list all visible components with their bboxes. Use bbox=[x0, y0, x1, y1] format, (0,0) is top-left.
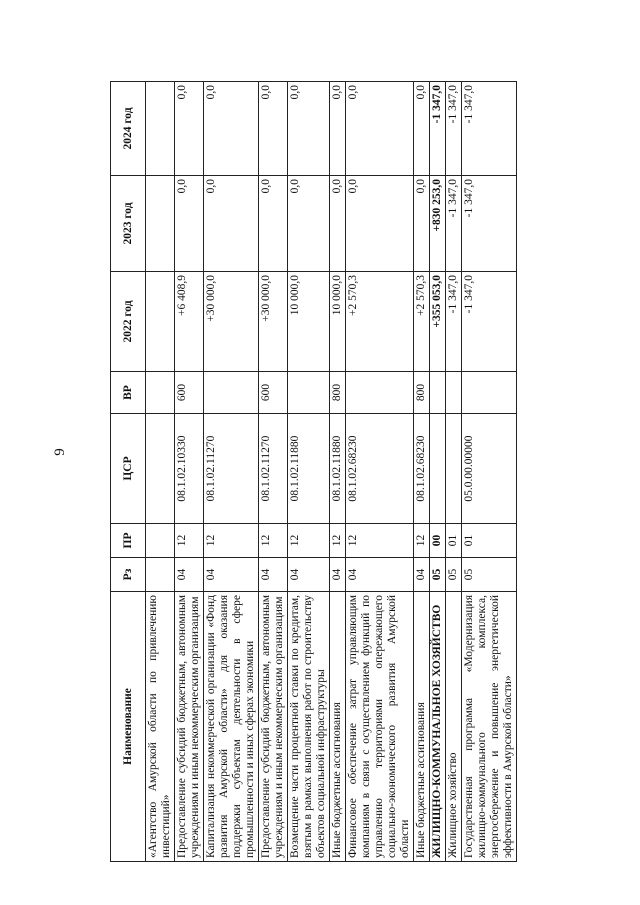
cell-y2024: 0,0 bbox=[288, 82, 330, 176]
cell-vr: 600 bbox=[259, 372, 288, 414]
cell-y2023: -1 347,0 bbox=[462, 176, 517, 272]
cell-vr bbox=[430, 372, 446, 414]
header-rz: Рз bbox=[111, 558, 146, 592]
cell-pr: 12 bbox=[346, 524, 414, 558]
table-row bbox=[446, 82, 462, 862]
cell-vr bbox=[204, 372, 259, 414]
table-row bbox=[414, 82, 430, 862]
cell-y2022: -1 347,0 bbox=[446, 272, 462, 372]
cell-pr bbox=[146, 524, 175, 558]
cell-rz: 04 bbox=[204, 558, 259, 592]
cell-pr: 12 bbox=[204, 524, 259, 558]
cell-y2023: 0,0 bbox=[204, 176, 259, 272]
cell-pr: 12 bbox=[175, 524, 204, 558]
cell-vr: 800 bbox=[330, 372, 346, 414]
table-row bbox=[259, 82, 288, 862]
rotated-table-wrapper bbox=[110, 82, 530, 862]
cell-pr: 12 bbox=[414, 524, 430, 558]
table-row bbox=[204, 82, 259, 862]
cell-name: Иные бюджетные ассигнования bbox=[330, 592, 346, 862]
cell-vr bbox=[288, 372, 330, 414]
budget-table bbox=[110, 81, 517, 862]
cell-csr: 08.1.02.11270 bbox=[259, 414, 288, 524]
cell-vr bbox=[146, 372, 175, 414]
cell-y2024: 0,0 bbox=[414, 82, 430, 176]
cell-y2024: 0,0 bbox=[259, 82, 288, 176]
cell-pr: 12 bbox=[330, 524, 346, 558]
cell-pr: 01 bbox=[446, 524, 462, 558]
cell-csr: 08.1.02.11880 bbox=[330, 414, 346, 524]
cell-pr: 00 bbox=[430, 524, 446, 558]
cell-y2024 bbox=[146, 82, 175, 176]
table-row bbox=[462, 82, 517, 862]
cell-y2024: 0,0 bbox=[175, 82, 204, 176]
header-2022: 2022 год bbox=[111, 272, 146, 372]
cell-pr: 12 bbox=[259, 524, 288, 558]
cell-rz: 04 bbox=[288, 558, 330, 592]
table-row bbox=[430, 82, 446, 862]
cell-name: Финансовое обеспечение затрат управляющим компаниям в связи с осуществлением функций по управлению территориями опережающего социально-экономического развития Амурской области bbox=[346, 592, 414, 862]
cell-rz: 04 bbox=[414, 558, 430, 592]
cell-csr: 08.1.02.10330 bbox=[175, 414, 204, 524]
cell-name: Предоставление субсидий бюджетным, автономным учреждениям и иным некоммерческим организациям bbox=[175, 592, 204, 862]
cell-y2023: 0,0 bbox=[288, 176, 330, 272]
cell-name: Возмещение части процентной ставки по кредитам, взятым в рамках выполнения работ по строительству объектов социальной инфраструктуры bbox=[288, 592, 330, 862]
cell-y2023: -1 347,0 bbox=[446, 176, 462, 272]
cell-name: Жилищное хозяйство bbox=[446, 592, 462, 862]
cell-y2022: +30 000,0 bbox=[259, 272, 288, 372]
cell-y2022 bbox=[146, 272, 175, 372]
cell-y2023 bbox=[146, 176, 175, 272]
table-row bbox=[146, 82, 175, 862]
cell-rz: 04 bbox=[175, 558, 204, 592]
header-vr: ВР bbox=[111, 372, 146, 414]
header-csr: ЦСР bbox=[111, 414, 146, 524]
cell-y2023: 0,0 bbox=[175, 176, 204, 272]
cell-vr bbox=[346, 372, 414, 414]
cell-y2023: 0,0 bbox=[259, 176, 288, 272]
cell-name: Капитализация некоммерческой организации «Фонд развития Амурской области» для оказания поддержки субъектам деятельности в сфере промышленности и иных сферах экономики bbox=[204, 592, 259, 862]
cell-y2022: +30 000,0 bbox=[204, 272, 259, 372]
cell-y2024: 0,0 bbox=[204, 82, 259, 176]
cell-rz: 04 bbox=[346, 558, 414, 592]
cell-csr: 05.0.00.00000 bbox=[462, 414, 517, 524]
cell-name: Предоставление субсидий бюджетным, автономным учреждениям и иным некоммерческим организациям bbox=[259, 592, 288, 862]
cell-pr: 12 bbox=[288, 524, 330, 558]
cell-y2023: 0,0 bbox=[414, 176, 430, 272]
page-number: 9 bbox=[52, 448, 68, 456]
table-row bbox=[346, 82, 414, 862]
cell-name: Иные бюджетные ассигнования bbox=[414, 592, 430, 862]
header-name: Наименование bbox=[111, 592, 146, 862]
cell-name: Государственная программа «Модернизация жилищно-коммунального комплекса, энергосбережение и повышение энергетической эффективности в Амурской области» bbox=[462, 592, 517, 862]
table-header-row bbox=[111, 82, 146, 862]
header-pr: ПР bbox=[111, 524, 146, 558]
table-row bbox=[330, 82, 346, 862]
cell-y2022: 10 000,0 bbox=[330, 272, 346, 372]
cell-rz: 05 bbox=[430, 558, 446, 592]
cell-vr bbox=[462, 372, 517, 414]
header-2024: 2024 год bbox=[111, 82, 146, 176]
cell-csr: 08.1.02.11880 bbox=[288, 414, 330, 524]
cell-vr bbox=[446, 372, 462, 414]
cell-name: «Агентство Амурской области по привлечению инвестиций» bbox=[146, 592, 175, 862]
cell-y2024: 0,0 bbox=[346, 82, 414, 176]
cell-y2024: -1 347,0 bbox=[462, 82, 517, 176]
cell-vr: 800 bbox=[414, 372, 430, 414]
header-2023: 2023 год bbox=[111, 176, 146, 272]
cell-y2024: -1 347,0 bbox=[446, 82, 462, 176]
cell-rz bbox=[146, 558, 175, 592]
cell-csr: 08.1.02.11270 bbox=[204, 414, 259, 524]
cell-y2023: 0,0 bbox=[346, 176, 414, 272]
cell-pr: 01 bbox=[462, 524, 517, 558]
cell-csr bbox=[430, 414, 446, 524]
cell-y2022: +355 053,0 bbox=[430, 272, 446, 372]
cell-y2022: +6 408,9 bbox=[175, 272, 204, 372]
cell-y2024: -1 347,0 bbox=[430, 82, 446, 176]
table-row bbox=[175, 82, 204, 862]
cell-csr: 08.1.02.68230 bbox=[414, 414, 430, 524]
cell-y2022: +2 570,3 bbox=[414, 272, 430, 372]
cell-rz: 05 bbox=[446, 558, 462, 592]
cell-rz: 04 bbox=[330, 558, 346, 592]
cell-csr bbox=[146, 414, 175, 524]
cell-y2022: -1 347,0 bbox=[462, 272, 517, 372]
cell-csr: 08.1.02.68230 bbox=[346, 414, 414, 524]
table-row bbox=[288, 82, 330, 862]
cell-csr bbox=[446, 414, 462, 524]
cell-y2024: 0,0 bbox=[330, 82, 346, 176]
cell-y2023: 0,0 bbox=[330, 176, 346, 272]
cell-y2022: 10 000,0 bbox=[288, 272, 330, 372]
cell-y2022: +2 570,3 bbox=[346, 272, 414, 372]
cell-name: ЖИЛИЩНО-КОММУНАЛЬНОЕ ХОЗЯЙСТВО bbox=[430, 592, 446, 862]
cell-y2023: +830 253,0 bbox=[430, 176, 446, 272]
cell-vr: 600 bbox=[175, 372, 204, 414]
cell-rz: 05 bbox=[462, 558, 517, 592]
cell-rz: 04 bbox=[259, 558, 288, 592]
